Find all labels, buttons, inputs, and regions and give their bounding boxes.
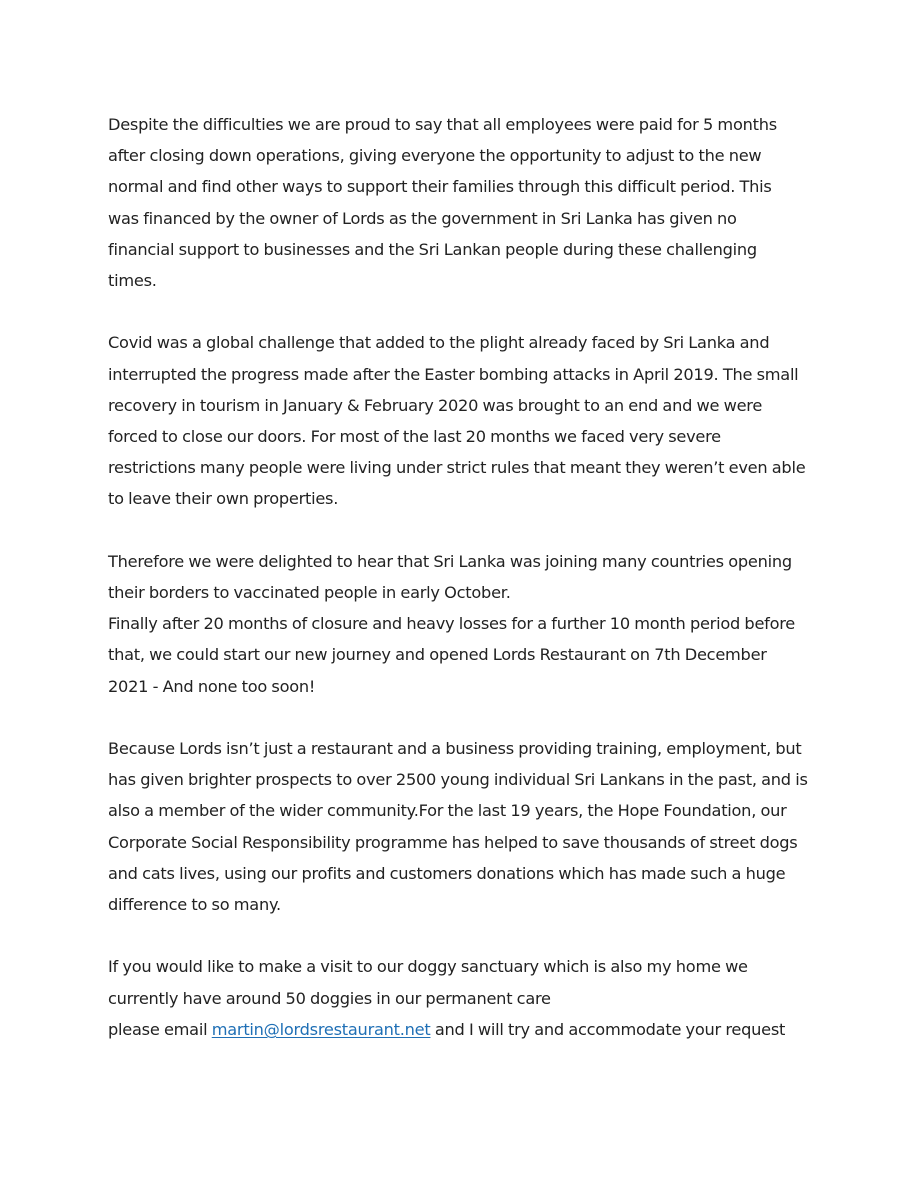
document-body <box>108 109 820 1045</box>
text-line: difference to so many. <box>108 895 281 915</box>
text-line: to leave their own properties. <box>108 489 339 509</box>
email-prefix: please email <box>108 1019 212 1039</box>
text-line: was financed by the owner of Lords as the government in Sri Lanka has given no <box>108 208 737 228</box>
text-line: and cats lives, using our profits and customers donations which has made such a huge <box>108 863 786 883</box>
paragraph-salaries <box>108 109 820 296</box>
text-line: If you would like to make a visit to our doggy sanctuary which is also my home we <box>108 957 748 977</box>
email-suffix: and I will try and accommodate your request <box>430 1019 786 1039</box>
paragraph-hope-foundation <box>108 733 820 920</box>
text-line: Finally after 20 months of closure and heavy losses for a further 10 month period before <box>108 614 796 634</box>
email-link[interactable]: martin@lordsrestaurant.net <box>211 1019 431 1039</box>
text-line: interrupted the progress made after the Easter bombing attacks in April 2019. The small <box>108 364 799 384</box>
text-line: Corporate Social Responsibility programme has helped to save thousands of street dogs <box>108 832 798 852</box>
paragraph-sanctuary-visit <box>108 951 820 1045</box>
text-line: after closing down operations, giving everyone the opportunity to adjust to the new <box>108 146 762 166</box>
text-line: currently have around 50 doggies in our permanent care <box>108 988 551 1008</box>
text-line: Despite the difficulties we are proud to say that all employees were paid for 5 months <box>108 115 777 134</box>
text-line: Because Lords isn’t just a restaurant and a business providing training, employment, but <box>108 739 802 759</box>
text-line: has given brighter prospects to over 2500 young individual Sri Lankans in the past, and is <box>108 770 808 790</box>
text-line: financial support to businesses and the Sri Lankan people during these challenging <box>108 239 757 259</box>
email-line <box>108 1014 820 1045</box>
text-line: 2021 - And none too soon! <box>108 676 316 696</box>
text-line: forced to close our doors. For most of the last 20 months we faced very severe <box>108 427 721 447</box>
text-line: that, we could start our new journey and opened Lords Restaurant on 7th December <box>108 645 767 665</box>
text-line: Therefore we were delighted to hear that Sri Lanka was joining many countries opening <box>108 551 792 571</box>
text-line: also a member of the wider community.For the last 19 years, the Hope Foundation, our <box>108 801 787 821</box>
text-line: times. <box>108 271 157 291</box>
paragraph-reopening <box>108 546 820 702</box>
text-line: their borders to vaccinated people in early October. <box>108 583 511 603</box>
text-line: recovery in tourism in January & February 2020 was brought to an end and we were <box>108 395 763 415</box>
text-line: normal and find other ways to support their families through this difficult period. This <box>108 177 772 197</box>
text-line: Covid was a global challenge that added to the plight already faced by Sri Lanka and <box>108 333 770 353</box>
text-line: restrictions many people were living under strict rules that meant they weren’t even able <box>108 458 806 478</box>
paragraph-covid <box>108 327 820 514</box>
